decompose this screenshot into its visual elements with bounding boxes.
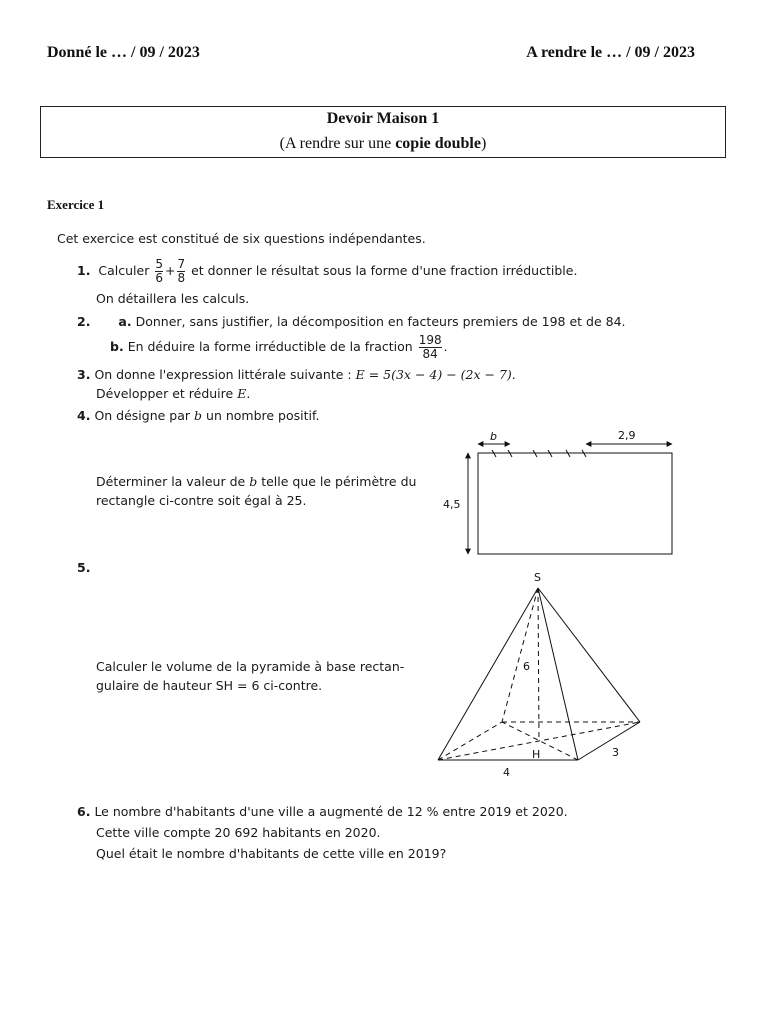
q2b-end: .: [443, 339, 448, 354]
base-left-hidden-edge: [438, 722, 502, 760]
q4-pre: On désigne par: [94, 408, 191, 423]
q3-pre: On donne l'expression littérale suivante :: [94, 367, 352, 382]
question-1: [77, 258, 577, 285]
q4-number: 4.: [77, 408, 91, 423]
q2a-label: a.: [118, 314, 132, 329]
q3-line2-var: E: [237, 386, 247, 401]
rectangle: [478, 453, 672, 554]
assignment-subtitle: [41, 135, 725, 153]
exercise-intro: Cet exercice est constitué de six questions indépendantes.: [57, 231, 426, 246]
q6-line1: Le nombre d'habitants d'une ville a augmenté de 12 % entre 2019 et 2020.: [94, 804, 568, 819]
q2b-den: 84: [419, 347, 442, 361]
exercise-title: Exercice 1: [47, 197, 105, 212]
q4-post: un nombre positif.: [206, 408, 320, 423]
q4-det-var: b: [249, 474, 258, 489]
q3-number: 3.: [77, 367, 91, 382]
b-label: b: [490, 430, 497, 443]
q3-line2-end: .: [246, 386, 251, 401]
subtitle-suffix: ): [480, 135, 487, 152]
q2b-label: b.: [110, 339, 124, 354]
assignment-title: Devoir Maison 1: [326, 110, 440, 127]
q1-line2: On détaillera les calculs.: [96, 291, 250, 306]
question-5-number: [77, 558, 90, 577]
q1-f2-num: 7: [177, 257, 186, 271]
q2-number: 2.: [77, 314, 91, 329]
question-4: [77, 406, 319, 425]
question-2b: [110, 334, 448, 361]
q1-fraction-2: [177, 258, 185, 285]
rectangle-figure: [430, 420, 690, 565]
foot-label: H: [532, 748, 541, 761]
side-label: 4,5: [443, 498, 461, 511]
q1-fraction-1: [155, 258, 163, 285]
q5-text-line1: Calculer le volume de la pyramide à base rectan-: [96, 659, 405, 674]
q1-pre: Calculer: [98, 263, 150, 278]
q4-det-post: telle que le périmètre du: [261, 474, 417, 489]
subtitle-bold: copie double: [395, 135, 481, 152]
subtitle-prefix: (A rendre sur une: [279, 135, 396, 152]
q4-instruction: [96, 472, 416, 491]
q1-f1-den: 6: [155, 271, 163, 285]
top-right-label: 2,9: [618, 429, 636, 442]
q5-number: 5.: [77, 560, 91, 575]
q4-instruction-line2: rectangle ci-contre soit égal à 25.: [96, 493, 307, 508]
q5-text-line2: gulaire de hauteur SH = 6 ci-contre.: [96, 678, 323, 693]
title-box: [40, 106, 726, 158]
q1-f1-num: 5: [155, 257, 163, 271]
height-segment: [538, 588, 539, 741]
q2b-num: 198: [418, 333, 442, 347]
q6-line2: Cette ville compte 20 692 habitants en 2020.: [96, 825, 381, 840]
length-label: 4: [503, 766, 510, 779]
q1-plus: +: [165, 263, 176, 278]
pyramid-figure: [430, 566, 655, 781]
q3-line2-pre: Développer et réduire: [96, 386, 234, 401]
given-date: Donné le … / 09 / 2023: [47, 44, 200, 61]
apex-label: S: [534, 571, 541, 584]
height-label: 6: [523, 660, 530, 673]
q3-line2: [96, 384, 250, 403]
q6-number: 6.: [77, 804, 91, 819]
q2b-fraction: [419, 334, 442, 361]
q3-expression: E = 5(3x − 4) − (2x − 7).: [355, 367, 516, 382]
q2a-text: Donner, sans justifier, la décomposition en facteurs premiers de 198 et de 84.: [135, 314, 626, 329]
width-label: 3: [612, 746, 619, 759]
q1-post: et donner le résultat sous la forme d'une fraction irréductible.: [191, 263, 578, 278]
q1-number: 1.: [77, 263, 91, 278]
question-3: [77, 365, 516, 384]
q4-det-pre: Déterminer la valeur de: [96, 474, 246, 489]
question-2a: [77, 312, 626, 331]
q4-var: b: [194, 408, 203, 423]
q2b-text: En déduire la forme irréductible de la fraction: [127, 339, 413, 354]
due-date: A rendre le … / 09 / 2023: [526, 44, 695, 61]
lateral-edge-left: [438, 588, 541, 761]
lateral-edge-hidden: [502, 588, 538, 722]
q1-f2-den: 8: [177, 271, 186, 285]
question-6: [77, 802, 568, 821]
q6-line3: Quel était le nombre d'habitants de cette ville en 2019?: [96, 846, 447, 861]
